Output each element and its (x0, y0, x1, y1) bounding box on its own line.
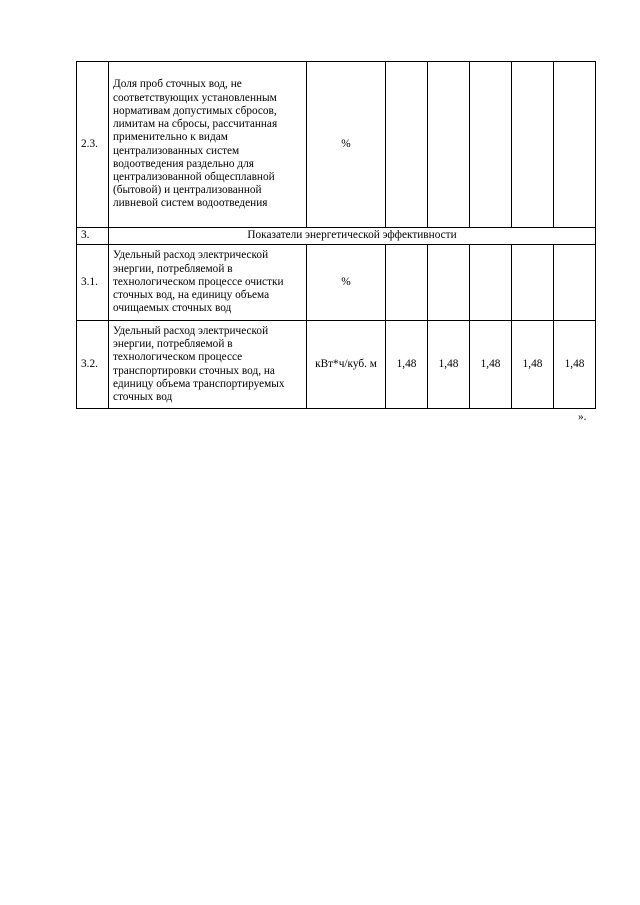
indicator-description: Удельный расход электрической энергии, потребляемой в технологическом процессе очистки сточных вод, на единицу объема очищаемых сточных вод (109, 245, 307, 321)
value-cell: 1,48 (428, 321, 470, 409)
value-cell: 1,48 (554, 321, 596, 409)
row-number: 2.3. (77, 62, 109, 228)
value-cell (554, 62, 596, 228)
value-cell (428, 245, 470, 321)
section-row (77, 228, 596, 245)
unit-cell: кВт*ч/куб. м (307, 321, 386, 409)
row-number: 3.1. (77, 245, 109, 321)
value-cell (428, 62, 470, 228)
value-cell (554, 245, 596, 321)
value-cell (470, 245, 512, 321)
table-row (77, 245, 596, 321)
unit-cell: % (307, 245, 386, 321)
indicator-description: Удельный расход электрической энергии, потребляемой в технологическом процессе транспортировки сточных вод, на единицу объема транспортируемых сточных вод (109, 321, 307, 409)
section-title: Показатели энергетической эффективности (109, 228, 596, 245)
value-cell: 1,48 (470, 321, 512, 409)
unit-cell: % (307, 62, 386, 228)
closing-quote-mark: ». (578, 411, 587, 423)
value-cell (386, 62, 428, 228)
row-number: 3.2. (77, 321, 109, 409)
table-row (77, 321, 596, 409)
value-cell: 1,48 (386, 321, 428, 409)
value-cell (470, 62, 512, 228)
indicator-description: Доля проб сточных вод, не соответствующих установленным нормативам допустимых сбросов, лимитам на сбросы, рассчитанная применительно к видам централизованных систем водоотведения раздельно для централизованной общесплавной (бытовой) и централизованной ливневой систем водоотведения (109, 62, 307, 228)
value-cell: 1,48 (512, 321, 554, 409)
row-number: 3. (77, 228, 109, 245)
table-row (77, 62, 596, 228)
value-cell (386, 245, 428, 321)
value-cell (512, 62, 554, 228)
value-cell (512, 245, 554, 321)
indicators-table (76, 61, 596, 409)
